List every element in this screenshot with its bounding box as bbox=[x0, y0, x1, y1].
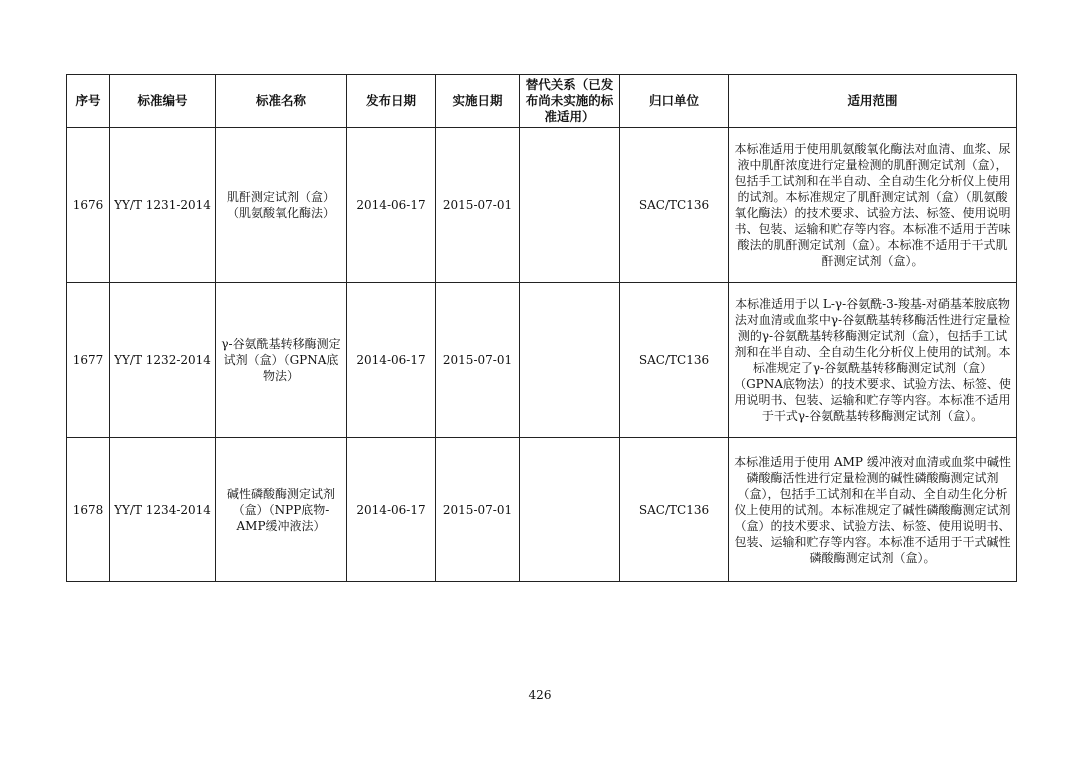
cell-impl-date: 2015-07-01 bbox=[436, 283, 520, 438]
cell-issue-date: 2014-06-17 bbox=[347, 438, 436, 582]
cell-code: YY/T 1234-2014 bbox=[110, 438, 216, 582]
cell-impl-date: 2015-07-01 bbox=[436, 128, 520, 283]
cell-scope: 本标准适用于使用肌氨酸氧化酶法对血清、血浆、尿液中肌酐浓度进行定量检测的肌酐测定试剂（盒），包括手工试剂和在半自动、全自动生化分析仪上使用的试剂。本标准规定了肌酐测定试剂（盒）（肌氨酸氧化酶法）的技术要求、试验方法、标签、使用说明书、包装、运输和贮存等内容。本标准不适用于苦味酸法的肌酐测定试剂（盒）。本标准不适用于干式肌酐测定试剂（盒）。 bbox=[729, 128, 1017, 283]
table-header-row bbox=[67, 75, 1017, 128]
cell-issue-date: 2014-06-17 bbox=[347, 283, 436, 438]
cell-code: YY/T 1231-2014 bbox=[110, 128, 216, 283]
table-row bbox=[67, 438, 1017, 582]
standards-table bbox=[66, 74, 1017, 582]
cell-unit: SAC/TC136 bbox=[620, 128, 729, 283]
cell-replace bbox=[520, 128, 620, 283]
cell-scope: 本标准适用于使用 AMP 缓冲液对血清或血浆中碱性磷酸酶活性进行定量检测的碱性磷酸酶测定试剂（盒），包括手工试剂和在半自动、全自动生化分析仪上使用的试剂。本标准规定了碱性磷酸酶测定试剂（盒）的技术要求、试验方法、标签、使用说明书、包装、运输和贮存等内容。本标准不适用于干式碱性磷酸酶测定试剂（盒）。 bbox=[729, 438, 1017, 582]
header-unit: 归口单位 bbox=[620, 75, 729, 128]
cell-unit: SAC/TC136 bbox=[620, 283, 729, 438]
header-seq: 序号 bbox=[67, 75, 110, 128]
cell-seq: 1678 bbox=[67, 438, 110, 582]
cell-unit: SAC/TC136 bbox=[620, 438, 729, 582]
cell-name: 碱性磷酸酶测定试剂（盒）（NPP底物-AMP缓冲液法） bbox=[216, 438, 347, 582]
cell-seq: 1677 bbox=[67, 283, 110, 438]
header-name: 标准名称 bbox=[216, 75, 347, 128]
cell-replace bbox=[520, 438, 620, 582]
cell-code: YY/T 1232-2014 bbox=[110, 283, 216, 438]
header-scope: 适用范围 bbox=[729, 75, 1017, 128]
cell-scope: 本标准适用于以 L-γ-谷氨酰-3-羧基-对硝基苯胺底物法对血清或血浆中γ-谷氨酰基转移酶活性进行定量检测的γ-谷氨酰基转移酶测定试剂（盒），包括手工试剂和在半自动、全自动生化分析仪上使用的试剂。本标准规定了γ-谷氨酰基转移酶测定试剂（盒）（GPNA底物法）的技术要求、试验方法、标签、使用说明书、包装、运输和贮存等内容。本标准不适用于干式γ-谷氨酰基转移酶测定试剂（盒）。 bbox=[729, 283, 1017, 438]
cell-name: 肌酐测定试剂（盒）（肌氨酸氧化酶法） bbox=[216, 128, 347, 283]
cell-name: γ-谷氨酰基转移酶测定试剂（盒）（GPNA底物法） bbox=[216, 283, 347, 438]
table-row bbox=[67, 128, 1017, 283]
header-code: 标准编号 bbox=[110, 75, 216, 128]
cell-replace bbox=[520, 283, 620, 438]
page-number: 426 bbox=[528, 688, 552, 702]
table-row bbox=[67, 283, 1017, 438]
header-issue-date: 发布日期 bbox=[347, 75, 436, 128]
header-replace: 替代关系（已发布尚未实施的标准适用） bbox=[520, 75, 620, 128]
cell-impl-date: 2015-07-01 bbox=[436, 438, 520, 582]
header-impl-date: 实施日期 bbox=[436, 75, 520, 128]
cell-issue-date: 2014-06-17 bbox=[347, 128, 436, 283]
cell-seq: 1676 bbox=[67, 128, 110, 283]
